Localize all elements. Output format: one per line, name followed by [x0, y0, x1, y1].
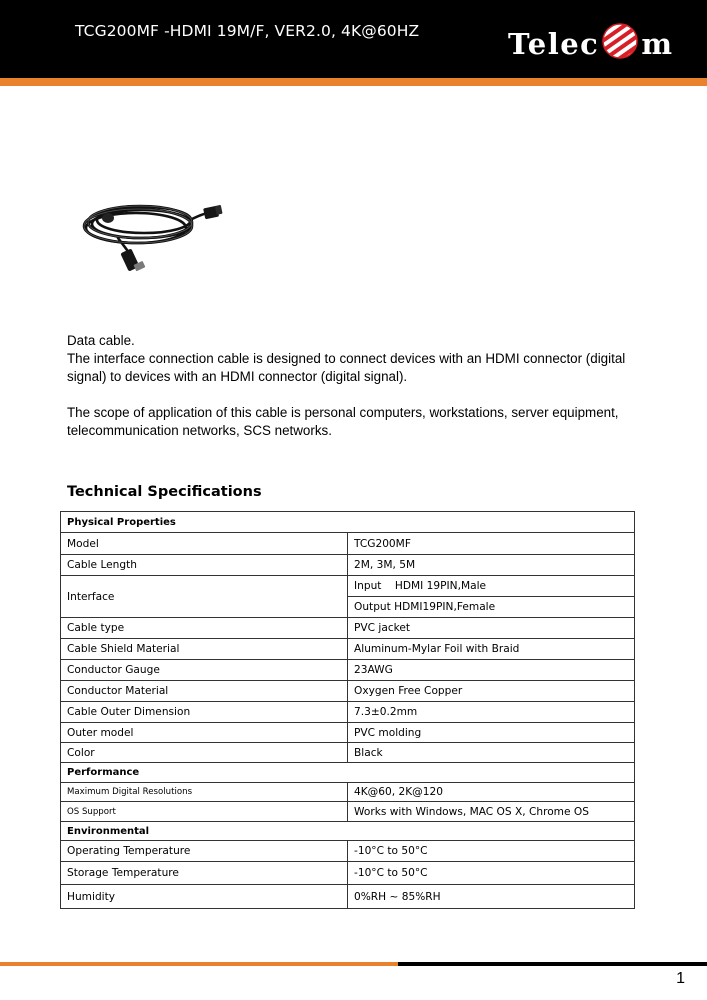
spec-value: Works with Windows, MAC OS X, Chrome OS: [348, 802, 635, 822]
spec-label: Storage Temperature: [61, 862, 348, 885]
page-number: 1: [676, 970, 685, 987]
table-row: [61, 533, 635, 555]
spec-label: Cable Shield Material: [61, 639, 348, 660]
spec-label: Conductor Gauge: [61, 660, 348, 681]
spec-value: Oxygen Free Copper: [348, 681, 635, 702]
spec-value: PVC molding: [348, 723, 635, 743]
spec-label: Cable Length: [61, 555, 348, 576]
spec-value: PVC jacket: [348, 618, 635, 639]
table-row: [61, 841, 635, 862]
table-row: [61, 783, 635, 802]
spec-value: Input HDMI 19PIN,Male: [348, 576, 635, 597]
spec-label: Cable Outer Dimension: [61, 702, 348, 723]
striped-sphere-logo-icon: [600, 19, 640, 63]
spec-label: Operating Temperature: [61, 841, 348, 862]
spec-label: Color: [61, 743, 348, 763]
spec-label: Cable type: [61, 618, 348, 639]
spec-value: Aluminum-Mylar Foil with Braid: [348, 639, 635, 660]
description-paragraph-1: The interface connection cable is designed to connect devices with an HDMI connector (digital signal) to devices with an HDMI connector (digital signal).: [67, 351, 626, 384]
table-row: [61, 576, 635, 597]
spec-label: Humidity: [61, 885, 348, 909]
telecom-logo: [508, 22, 674, 66]
table-row: [61, 681, 635, 702]
table-section-row: [61, 822, 635, 841]
spec-value: 2M, 3M, 5M: [348, 555, 635, 576]
physical-properties-header: Physical Properties: [61, 512, 635, 533]
spec-label: Model: [61, 533, 348, 555]
spec-value: 7.3±0.2mm: [348, 702, 635, 723]
description-paragraph-2: The scope of application of this cable is personal computers, workstations, server equipment, telecommunication networks, SCS networks.: [67, 405, 619, 438]
table-row: [61, 660, 635, 681]
spec-label: OS Support: [61, 802, 348, 822]
spec-label: Conductor Material: [61, 681, 348, 702]
table-section-row: [61, 763, 635, 783]
table-row: [61, 702, 635, 723]
logo-text-left: Telec: [508, 27, 600, 61]
table-row: [61, 862, 635, 885]
table-row: [61, 723, 635, 743]
document-title: TCG200MF -HDMI 19M/F, VER2.0, 4K@60HZ: [75, 22, 420, 40]
table-row: [61, 639, 635, 660]
spec-value: Output HDMI19PIN,Female: [348, 597, 635, 618]
table-section-row: [61, 512, 635, 533]
footer-dark-bar: [398, 962, 707, 966]
table-row: [61, 555, 635, 576]
description-block: [67, 332, 667, 386]
technical-specifications-heading: Technical Specifications: [67, 484, 262, 500]
spec-value: Black: [348, 743, 635, 763]
spec-value: TCG200MF: [348, 533, 635, 555]
spec-value: 0%RH ~ 85%RH: [348, 885, 635, 909]
spec-value: 4K@60, 2K@120: [348, 783, 635, 802]
spec-label: Outer model: [61, 723, 348, 743]
spec-value: -10°C to 50°C: [348, 862, 635, 885]
table-row: [61, 802, 635, 822]
table-row: [61, 885, 635, 909]
description-block-2: [67, 404, 667, 440]
table-row: [61, 618, 635, 639]
performance-header: Performance: [61, 763, 635, 783]
description-line: Data cable.: [67, 333, 135, 348]
product-image: [78, 180, 226, 280]
table-row: [61, 743, 635, 763]
header-accent-bar: [0, 78, 707, 86]
page-header: [0, 0, 707, 78]
footer-accent-bar: [0, 962, 398, 966]
spec-value: -10°C to 50°C: [348, 841, 635, 862]
specifications-table: [60, 511, 635, 909]
spec-label: Interface: [61, 576, 348, 618]
spec-value: 23AWG: [348, 660, 635, 681]
spec-label: Maximum Digital Resolutions: [61, 783, 348, 802]
environmental-header: Environmental: [61, 822, 635, 841]
logo-text-right: m: [641, 27, 674, 61]
